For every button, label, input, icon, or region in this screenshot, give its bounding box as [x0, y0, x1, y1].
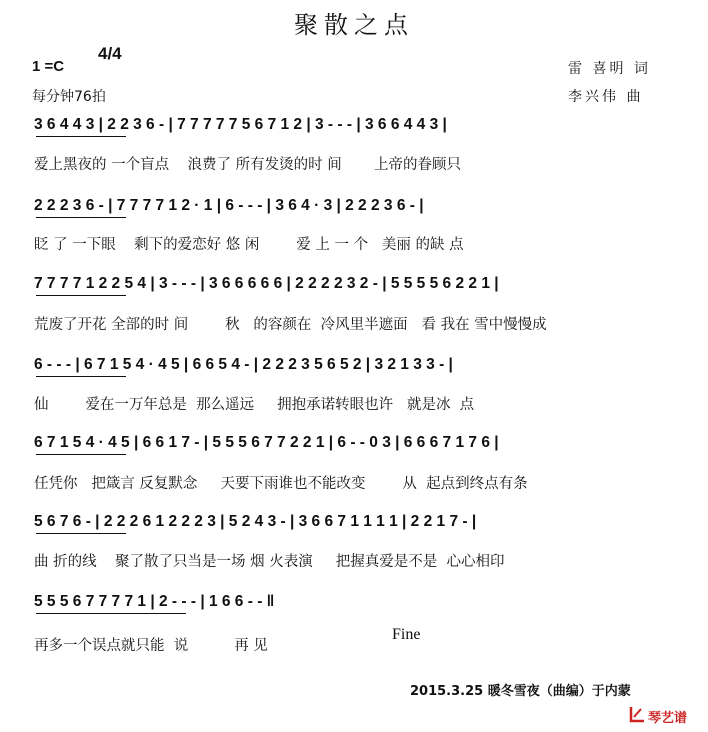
tempo-marking: 每分钟76拍 [32, 89, 106, 105]
notation-row: 2 2 2 3 6 - | 7 7 7 7 1 2 · 1 | 6 - - - | 3 6 4 · 3 | 2 2 2 3 6 - | [34, 197, 424, 214]
fine-marking: Fine [392, 626, 421, 643]
footer-date-credit: 2015.3.25 暖冬雪夜（曲编）于内蒙 [410, 684, 631, 699]
beam-line [36, 295, 126, 296]
composer-credit: 李兴伟 曲 [568, 89, 644, 105]
site-logo[interactable] [628, 706, 702, 726]
lyrics-row: 再多一个误点就只能 说 再 见 [34, 638, 268, 654]
beam-line [36, 613, 186, 614]
piano-logo-icon [628, 705, 646, 727]
notation-row: 7 7 7 7 1 2 2 5 4 | 3 - - - | 3 6 6 6 6 6 | 2 2 2 2 3 2 - | 5 5 5 5 6 2 2 1 | [34, 275, 499, 292]
lyrics-row: 仙 爱在一万年总是 那么遥远 拥抱承诺转眼也许 就是冰 点 [34, 397, 475, 413]
beam-line [36, 136, 126, 137]
notation-row: 5 6 7 6 - | 2 2 2 6 1 2 2 2 3 | 5 2 4 3 - | 3 6 6 7 1 1 1 1 | 2 2 1 7 - | [34, 513, 477, 530]
key-signature: 1 =C [32, 58, 65, 75]
song-title: 聚散之点 [294, 11, 414, 39]
logo-text: 琴艺谱 [648, 710, 688, 726]
lyrics-row: 曲 折的线 聚了散了只当是一场 烟 火表演 把握真爱是不是 心心相印 [34, 554, 505, 570]
time-signature: 4/4 [98, 44, 122, 63]
notation-row: 6 - - - | 6 7 1 5 4 · 4 5 | 6 6 5 4 - | 2 2 2 3 5 6 5 2 | 3 2 1 3 3 - | [34, 356, 453, 373]
lyrics-row: 荒废了开花 全部的时 间 秋 的容颜在 冷风里半遮面 看 我在 雪中慢慢成 [34, 317, 547, 333]
notation-row: 5 5 5 6 7 7 7 7 1 | 2 - - - | 1 6 6 - - ‖ [34, 593, 275, 610]
lyricist-credit: 雷 喜明 词 [568, 61, 651, 77]
beam-line [36, 454, 126, 455]
notation-row: 3 6 4 4 3 | 2 2 3 6 - | 7 7 7 7 7 5 6 7 1 2 | 3 - - - | 3 6 6 4 4 3 | [34, 116, 447, 133]
lyrics-row: 任凭你 把箴言 反复默念 天要下雨谁也不能改变 从 起点到终点有条 [34, 476, 528, 492]
notation-row: 6 7 1 5 4 · 4 5 | 6 6 1 7 - | 5 5 5 6 7 7 2 2 1 | 6 - - 0 3 | 6 6 6 7 1 7 6 | [34, 434, 499, 451]
lyrics-row: 爱上黑夜的 一个盲点 浪费了 所有发烫的时 间 上帝的眷顾只 [34, 157, 462, 173]
beam-line [36, 217, 126, 218]
beam-line [36, 533, 126, 534]
lyrics-row: 眨 了 一下眼 剩下的爱恋好 悠 闲 爱 上 一 个 美丽 的缺 点 [34, 237, 464, 253]
beam-line [36, 376, 126, 377]
